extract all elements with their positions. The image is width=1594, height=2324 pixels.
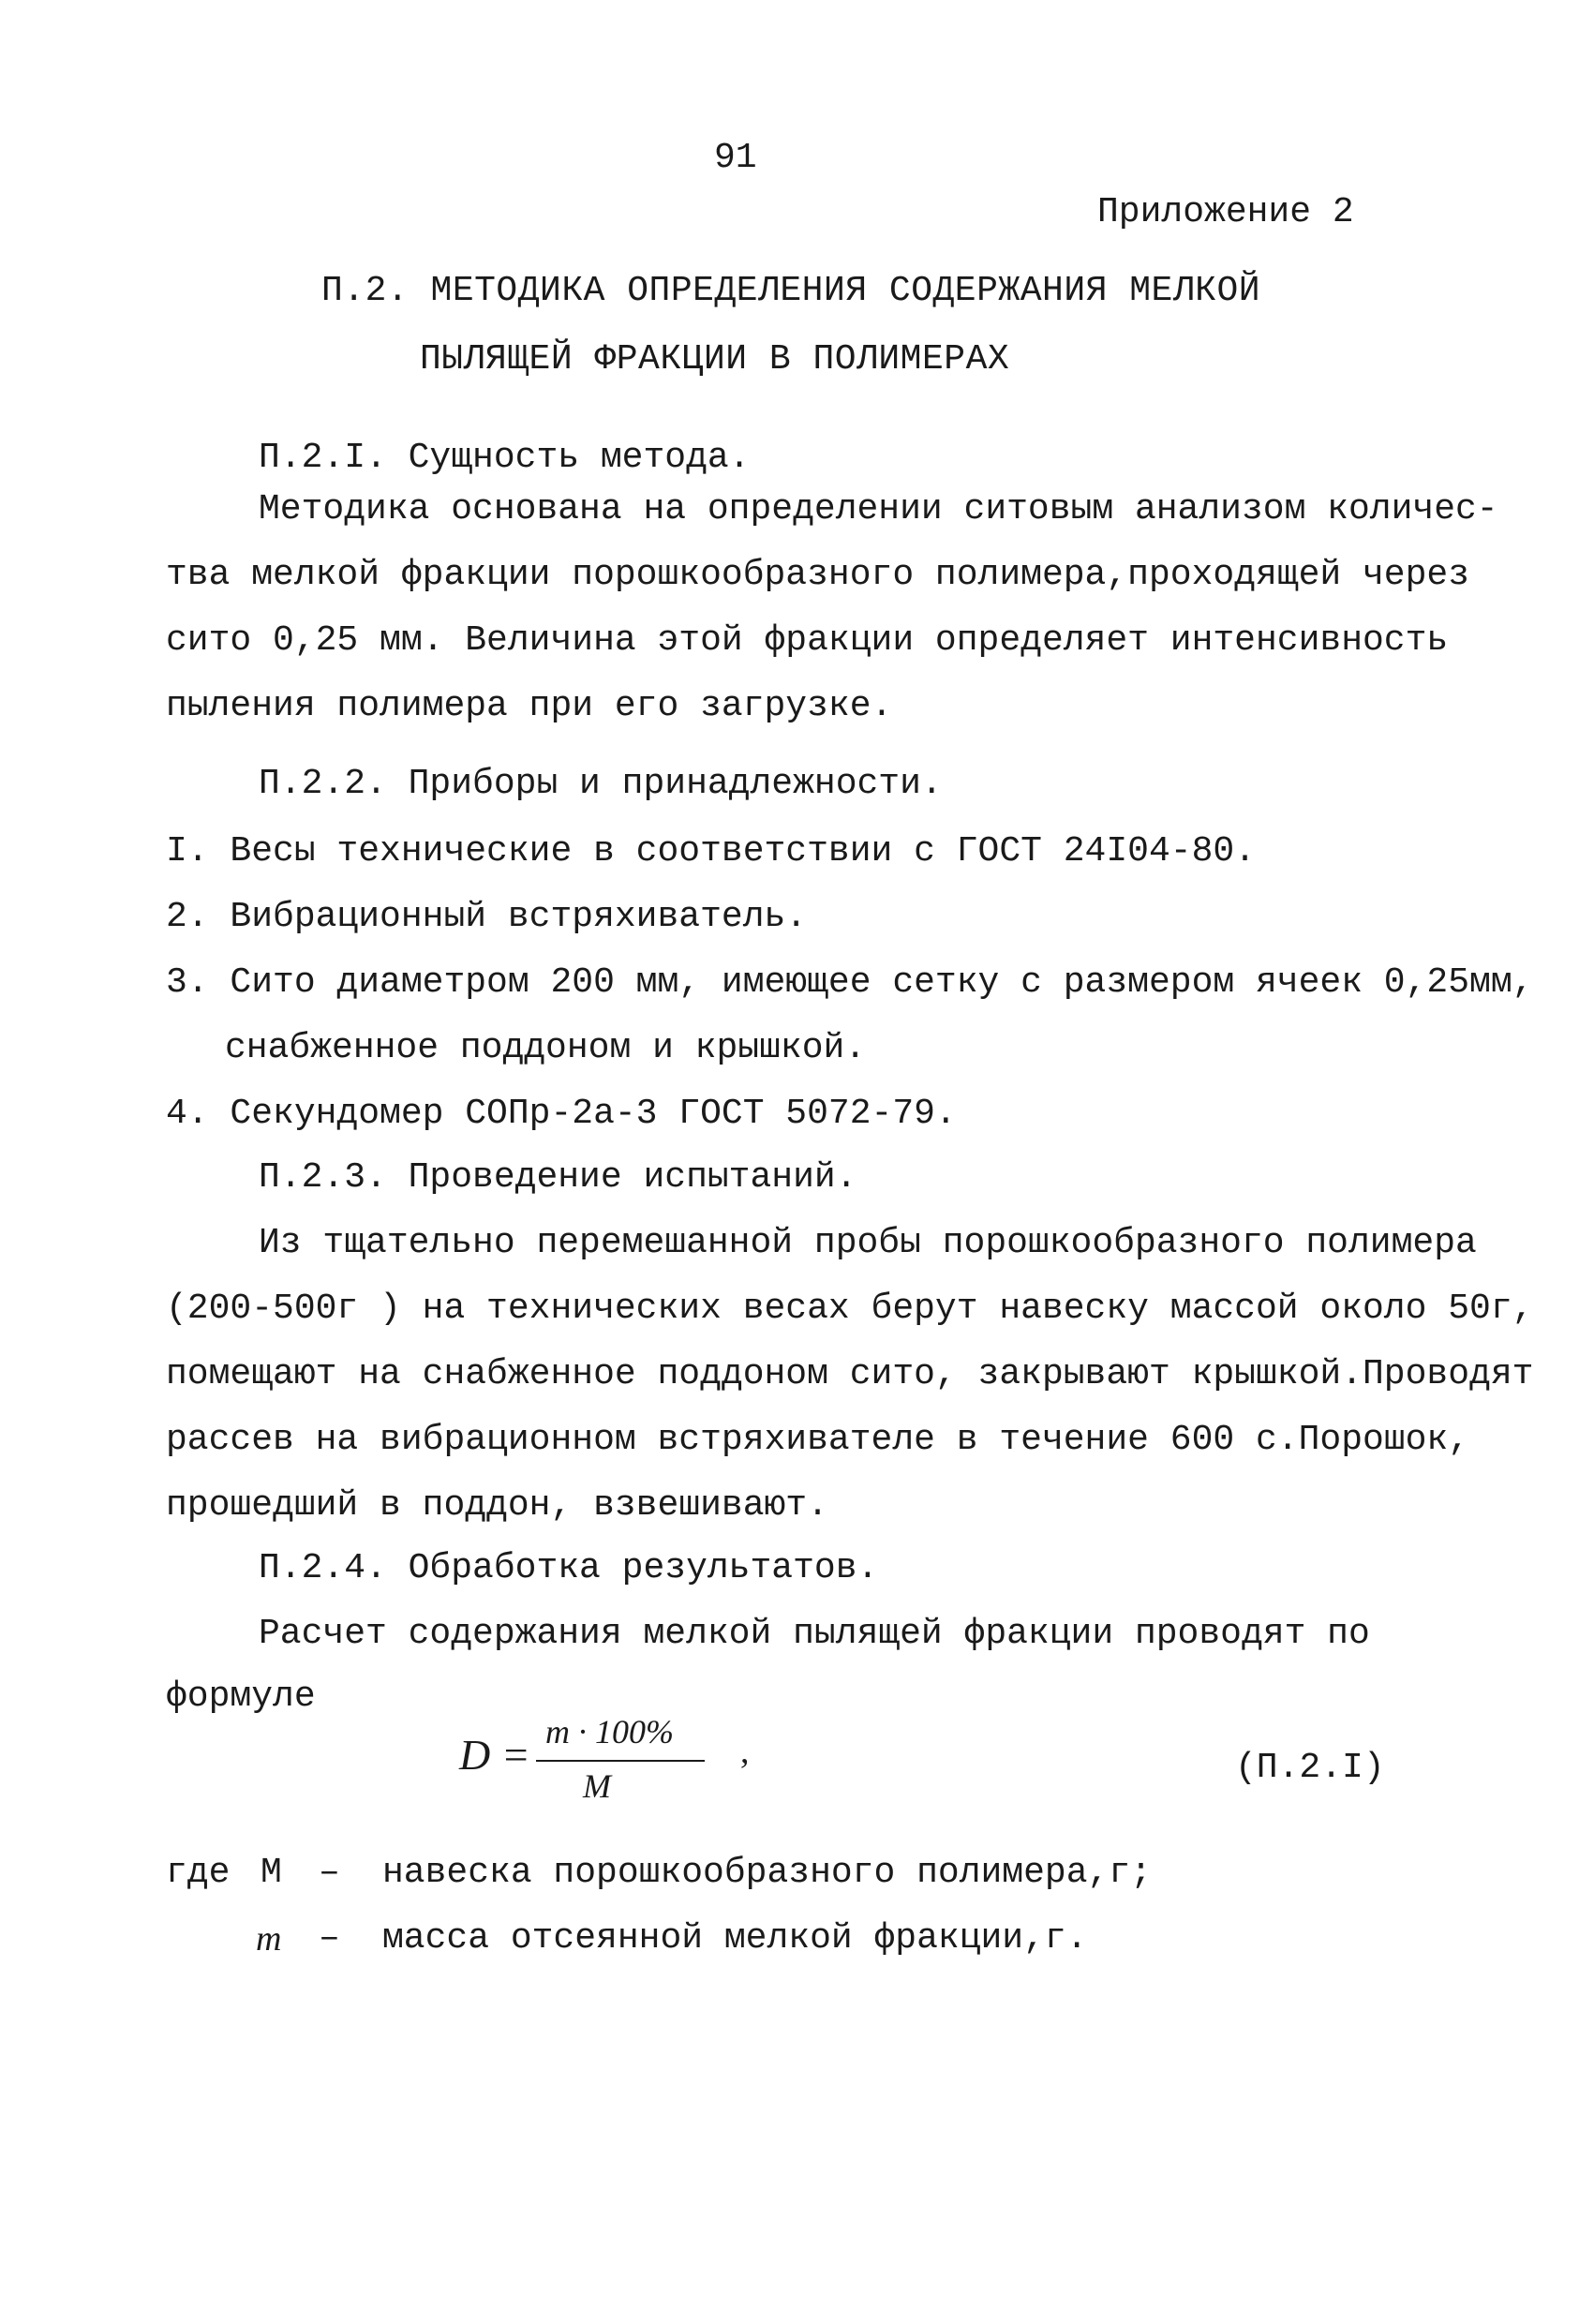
list-item: I. Весы технические в соответствии с ГОСТ 24I04-80. — [166, 831, 1256, 872]
paragraph-line: Расчет содержания мелкой пылящей фракции проводят по — [259, 1614, 1370, 1654]
formula-denominator: M — [583, 1767, 611, 1805]
legend-symbol: М — [261, 1853, 282, 1893]
legend-text: масса отсеянной мелкой фракции,г. — [382, 1918, 1088, 1959]
formula — [459, 1715, 759, 1818]
legend-dash: – — [319, 1918, 340, 1959]
title-line-2: ПЫЛЯЩЕЙ ФРАКЦИИ В ПОЛИМЕРАХ — [420, 339, 1010, 380]
paragraph-line: тва мелкой фракции порошкообразного полимера,проходящей через — [166, 555, 1470, 595]
section-heading-essence: П.2.I. Сущность метода. — [259, 438, 751, 478]
paragraph-line: рассев на вибрационном встряхивателе в течение 600 с.Порошок, — [166, 1420, 1470, 1460]
formula-numerator: m · 100% — [545, 1713, 674, 1750]
paragraph-line: помещают на снабженное поддоном сито, закрывают крышкой.Проводят — [166, 1354, 1534, 1394]
legend-symbol: m — [256, 1919, 282, 1959]
list-item: 4. Секундомер СОПр-2а-3 ГОСТ 5072-79. — [166, 1094, 957, 1134]
list-item-continuation: снабженное поддоном и крышкой. — [225, 1028, 867, 1068]
list-item: 2. Вибрационный встряхиватель. — [166, 897, 808, 937]
section-heading-instruments: П.2.2. Приборы и принадлежности. — [259, 764, 943, 804]
paragraph-line: пыления полимера при его загрузке. — [166, 686, 893, 726]
formula-comma: , — [740, 1732, 750, 1771]
legend-text: навеска порошкообразного полимера,г; — [382, 1853, 1152, 1893]
paragraph-line: Из тщательно перемешанной пробы порошкообразного полимера — [259, 1223, 1477, 1263]
paragraph-line: Методика основана на определении ситовым анализом количес- — [259, 489, 1498, 529]
paragraph-line: сито 0,25 мм. Величина этой фракции определяет интенсивность — [166, 620, 1449, 661]
list-item: 3. Сито диаметром 200 мм, имеющее сетку с размером ячеек 0,25мм, — [166, 962, 1534, 1003]
appendix-label: Приложение 2 — [1097, 192, 1354, 232]
section-heading-results: П.2.4. Обработка результатов. — [259, 1548, 879, 1588]
legend-prefix: где — [166, 1853, 231, 1893]
section-heading-testing: П.2.3. Проведение испытаний. — [259, 1157, 857, 1198]
formula-number: (П.2.I) — [1235, 1748, 1385, 1788]
legend-dash: – — [319, 1853, 340, 1893]
paragraph-line: прошедший в поддон, взвешивают. — [166, 1485, 828, 1526]
formula-lhs: D = — [459, 1731, 530, 1779]
paragraph-line: (200-500г ) на технических весах берут навеску массой около 50г, — [166, 1289, 1534, 1329]
page-number: 91 — [714, 138, 757, 178]
paragraph-line: формуле — [166, 1676, 316, 1717]
fraction-bar — [536, 1760, 705, 1762]
title-line-1: П.2. МЕТОДИКА ОПРЕДЕЛЕНИЯ СОДЕРЖАНИЯ МЕЛКОЙ — [321, 271, 1261, 311]
